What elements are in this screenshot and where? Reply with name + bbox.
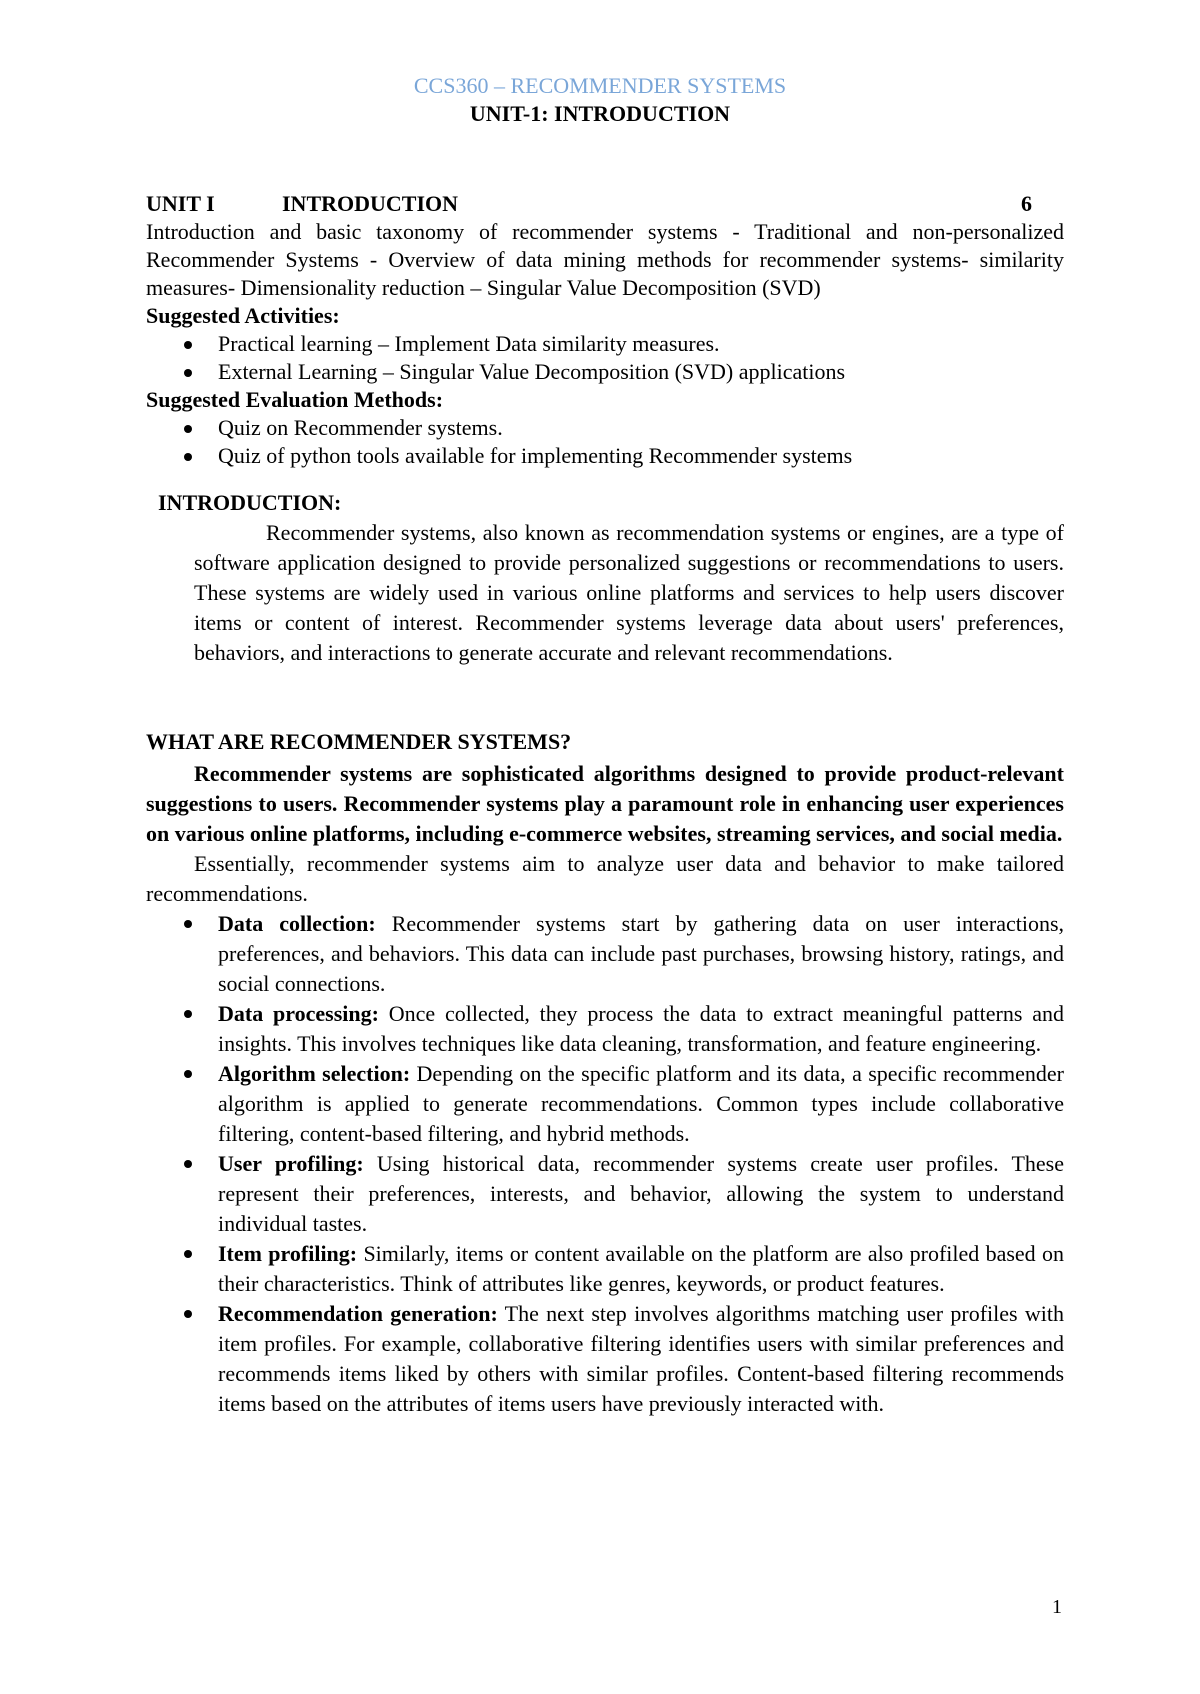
syllabus-section bbox=[146, 190, 1064, 470]
course-title: CCS360 – RECOMMENDER SYSTEMS bbox=[413, 73, 787, 98]
bullet-icon bbox=[184, 1070, 192, 1078]
list-item bbox=[146, 999, 1064, 1059]
list-item-text: Quiz on Recommender systems. bbox=[218, 415, 503, 440]
evaluation-list bbox=[146, 414, 1064, 470]
unit-number: UNIT I bbox=[146, 191, 215, 216]
bullet-icon bbox=[184, 1250, 192, 1258]
bullet-icon bbox=[184, 1160, 192, 1168]
list-item bbox=[146, 414, 1064, 442]
bullet-icon bbox=[184, 453, 192, 461]
list-item bbox=[146, 358, 1064, 386]
unit-name: INTRODUCTION bbox=[282, 191, 459, 216]
page-number: 1 bbox=[1052, 1596, 1062, 1618]
bullet-icon bbox=[184, 1010, 192, 1018]
bullet-icon bbox=[184, 920, 192, 928]
list-item bbox=[146, 909, 1064, 999]
list-item bbox=[146, 1239, 1064, 1299]
unit-title: UNIT-1: INTRODUCTION bbox=[469, 101, 731, 126]
list-item-term: User profiling: bbox=[218, 1151, 364, 1176]
list-item-term: Data collection: bbox=[218, 911, 376, 936]
list-item-text: Using historical data, recommender systems create user profiles. These represent their preferences, interests, and behavior, allowing the system to understand individual tastes. bbox=[218, 1151, 1064, 1236]
evaluation-heading: Suggested Evaluation Methods: bbox=[146, 387, 444, 412]
list-item-text: External Learning – Singular Value Decomposition (SVD) applications bbox=[218, 359, 846, 384]
list-item-text: Practical learning – Implement Data similarity measures. bbox=[218, 331, 720, 356]
list-item bbox=[146, 442, 1064, 470]
list-item-text: Quiz of python tools available for implementing Recommender systems bbox=[218, 443, 853, 468]
list-item-text: Depending on the specific platform and its data, a specific recommender algorithm is applied to generate recommendations. Common types include collaborative filtering, content-based filtering, and hybrid methods. bbox=[218, 1061, 1064, 1146]
list-item bbox=[146, 1059, 1064, 1149]
list-item-term: Data processing: bbox=[218, 1001, 379, 1026]
bullet-icon bbox=[184, 341, 192, 349]
list-item-text: Once collected, they process the data to extract meaningful patterns and insights. This involves techniques like data cleaning, transformation, and feature engineering. bbox=[218, 1001, 1064, 1056]
unit-hours: 6 bbox=[1021, 191, 1032, 216]
what-are-section bbox=[146, 727, 1064, 1419]
activities-heading: Suggested Activities: bbox=[146, 303, 340, 328]
list-item-term: Item profiling: bbox=[218, 1241, 358, 1266]
syllabus-description: Introduction and basic taxonomy of recommender systems - Traditional and non-personalized Recommender Systems - Overview of data mining methods for recommender systems- similarity measures- Dimensionality reduction – Singular Value Decomposition (SVD) bbox=[146, 219, 1064, 300]
bullet-icon bbox=[184, 369, 192, 377]
list-item-term: Recommendation generation: bbox=[218, 1301, 498, 1326]
introduction-section bbox=[146, 488, 1064, 668]
introduction-paragraph: Recommender systems, also known as recommendation systems or engines, are a type of software application designed to provide personalized suggestions or recommendations to users. These systems are widely used in various online platforms and services to help users discover items or content of interest. Recommender systems leverage data about users' preferences, behaviors, and interactions to generate accurate and relevant recommendations. bbox=[194, 520, 1064, 665]
introduction-heading: INTRODUCTION: bbox=[158, 490, 342, 515]
what-are-bold-paragraph: Recommender systems are sophisticated algorithms designed to provide product-relevant suggestions to users. Recommender systems play a paramount role in enhancing user experiences on various online platforms, including e-commerce websites, streaming services, and social media. bbox=[146, 761, 1064, 846]
bullet-icon bbox=[184, 425, 192, 433]
list-item bbox=[146, 1149, 1064, 1239]
bullet-icon bbox=[184, 1310, 192, 1318]
unit-row bbox=[146, 190, 1064, 218]
what-are-heading: WHAT ARE RECOMMENDER SYSTEMS? bbox=[146, 729, 572, 754]
list-item bbox=[146, 330, 1064, 358]
list-item-term: Algorithm selection: bbox=[218, 1061, 411, 1086]
activities-list bbox=[146, 330, 1064, 386]
list-item-text: Similarly, items or content available on the platform are also profiled based on their characteristics. Think of attributes like genres, keywords, or product features. bbox=[218, 1241, 1064, 1296]
what-are-paragraph: Essentially, recommender systems aim to analyze user data and behavior to make tailored recommendations. bbox=[146, 851, 1064, 906]
list-item-text: The next step involves algorithms matching user profiles with item profiles. For example, collaborative filtering identifies users with similar preferences and recommends items liked by others with similar profiles. Content-based filtering recommends items based on the attributes of items users have previously interacted with. bbox=[218, 1301, 1064, 1416]
list-item bbox=[146, 1299, 1064, 1419]
list-item-text: Recommender systems start by gathering data on user interactions, preferences, and behaviors. This data can include past purchases, browsing history, ratings, and social connections. bbox=[218, 911, 1065, 996]
feature-list bbox=[146, 909, 1064, 1419]
